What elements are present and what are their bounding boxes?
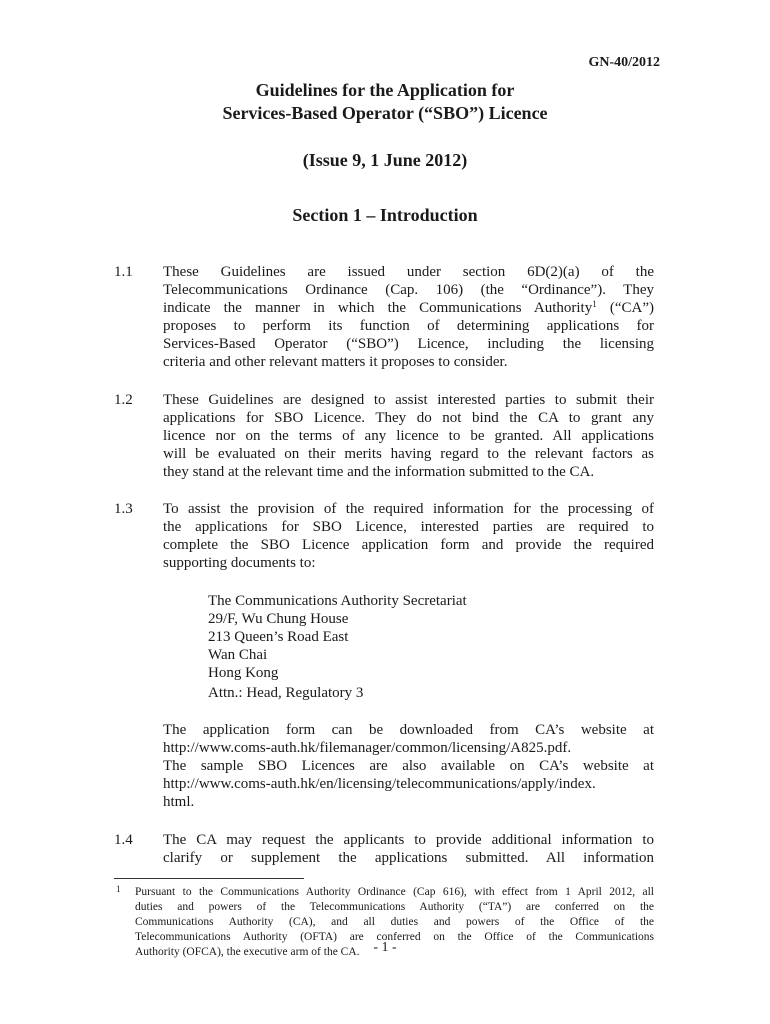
download-info [163, 721, 654, 811]
text-line: clarify or supplement the applications submitted. All information [163, 850, 654, 866]
footnote-line: Communications Authority (CA), and all duties and powers of the Office of the [135, 916, 654, 928]
text-line: the applications for SBO Licence, interested parties are required to [163, 519, 654, 535]
text-line: criteria and other relevant matters it proposes to consider. [163, 354, 508, 370]
text-line: The CA may request the applicants to provide additional information to [163, 832, 654, 848]
page-number: - 1 - [373, 940, 397, 955]
form-url[interactable]: http://www.coms-auth.hk/filemanager/common/licensing/A825.pdf. [163, 740, 572, 756]
licence-url-continued[interactable]: html. [163, 794, 195, 810]
text-line: proposes to perform its function of determining applications for [163, 318, 654, 334]
text-line: they stand at the relevant time and the information submitted to the CA. [163, 464, 595, 480]
footnote-reference: 1 [592, 299, 597, 309]
footnote-divider [114, 878, 304, 879]
paragraph-1-1 [163, 263, 654, 371]
text-line: complete the SBO Licence application form and provide the required [163, 537, 654, 553]
footnote-line: Telecommunications Authority (OFTA) are conferred on the Office of the Communications [135, 931, 654, 943]
document-reference: GN-40/2012 [588, 55, 660, 70]
paragraph-number: 1.3 [114, 501, 133, 517]
text-line: These Guidelines are designed to assist interested parties to submit their [163, 392, 654, 408]
document-title-line2: Services-Based Operator (“SBO”) Licence [222, 103, 548, 123]
address-line: The Communications Authority Secretariat [208, 593, 467, 609]
text-line-with-footnote [163, 299, 654, 317]
text-line: The sample SBO Licences are also available on CA’s website at [163, 758, 654, 774]
address-line: 29/F, Wu Chung House [208, 611, 349, 627]
paragraph-1-2 [163, 391, 654, 481]
section-heading: Section 1 – Introduction [292, 205, 478, 225]
address-line: 213 Queen’s Road East [208, 629, 349, 645]
paragraph-number: 1.4 [114, 832, 133, 848]
footnote-line: Pursuant to the Communications Authority Ordinance (Cap 616), with effect from 1 April 2012, all [135, 886, 654, 898]
text-fragment: indicate the manner in which the Communications Authority [163, 300, 593, 316]
text-line: Services-Based Operator (“SBO”) Licence, including the licensing [163, 336, 654, 352]
address-line: Hong Kong [208, 665, 279, 681]
address-line: Wan Chai [208, 647, 268, 663]
paragraph-1-3 [163, 500, 654, 572]
text-line: will be evaluated on their merits having regard to the relevant factors as [163, 446, 654, 462]
issue-date: (Issue 9, 1 June 2012) [302, 150, 468, 170]
text-line: The application form can be downloaded from CA’s website at [163, 722, 654, 738]
text-line: applications for SBO Licence. They do not bind the CA to grant any [163, 410, 654, 426]
text-line: To assist the provision of the required information for the processing of [163, 501, 654, 517]
address-line: Attn.: Head, Regulatory 3 [208, 685, 364, 701]
paragraph-number: 1.2 [114, 392, 133, 408]
text-fragment: (“CA”) [596, 300, 654, 316]
text-line: licence nor on the terms of any licence to be granted. All applications [163, 428, 654, 444]
footnote-line: Authority (OFCA), the executive arm of the CA. [135, 946, 360, 958]
footnote-mark: 1 [116, 884, 121, 894]
licence-url[interactable]: http://www.coms-auth.hk/en/licensing/telecommunications/apply/index. [163, 776, 596, 792]
document-title-line1: Guidelines for the Application for [255, 80, 515, 100]
paragraph-1-4 [163, 831, 654, 867]
footnote-line: duties and powers of the Telecommunications Authority (“TA”) are conferred on the [135, 901, 654, 913]
paragraph-number: 1.1 [114, 264, 133, 280]
text-line: Telecommunications Ordinance (Cap. 106) (the “Ordinance”). They [163, 282, 654, 298]
mailing-address [208, 592, 467, 702]
text-line: supporting documents to: [163, 555, 316, 571]
text-line: These Guidelines are issued under section 6D(2)(a) of the [163, 264, 654, 280]
